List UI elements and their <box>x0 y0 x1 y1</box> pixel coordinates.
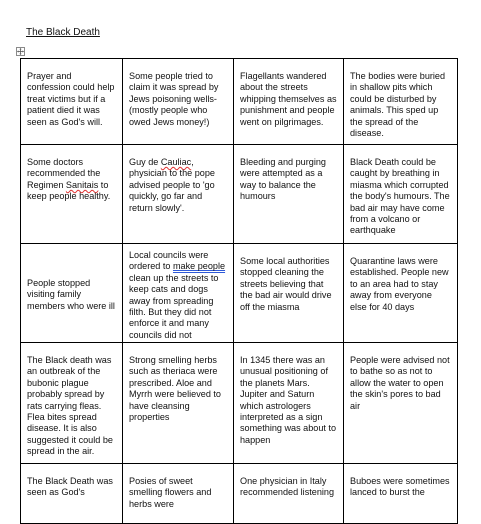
spelling-error-word: Cauliac <box>160 157 192 167</box>
table-cell[interactable]: Some local authorities stopped cleaning the streets believing that the bad air would drive off the miasma <box>234 244 344 343</box>
grammar-suggestion-phrase: make people <box>172 261 226 272</box>
document-title: The Black Death <box>26 27 100 38</box>
cell-text: , physician to the pope advised people to 'go quickly, go far and return slowly'. <box>129 157 215 213</box>
spelling-error-word: Sanitais <box>65 179 99 190</box>
table-cell[interactable]: The Black death was an outbreak of the bubonic plague probably spread by rats carrying fleas. Flea bites spread disease. It is also suggested it could be spread in the air. <box>21 343 123 464</box>
table-cell[interactable]: People were advised not to bathe so as not to allow the water to open the skin's pores to bad air <box>344 343 458 464</box>
table-cell[interactable] <box>123 244 234 343</box>
table-cell[interactable]: Posies of sweet smelling flowers and herbs were <box>123 464 234 524</box>
table-cell[interactable]: Strong smelling herbs such as theriaca were prescribed. Aloe and Myrrh were believed to have cleansing properties <box>123 343 234 464</box>
table-cell[interactable]: In 1345 there was an unusual positioning of the planets Mars. Jupiter and Saturn which astrologers interpreted as a sign something was about to happen <box>234 343 344 464</box>
table-row <box>21 59 458 145</box>
table-cell[interactable]: Black Death could be caught by breathing in miasma which corrupted the body's humours. The bad air may have come from a volcano or earthquake <box>344 145 458 244</box>
facts-table <box>20 58 458 524</box>
cell-text: Guy de <box>129 157 161 167</box>
table-cell[interactable]: The bodies were buried in shallow pits which could be disturbed by animals. This sped up the spread of the disease. <box>344 59 458 145</box>
table-move-handle-icon[interactable] <box>16 47 25 56</box>
table-cell[interactable]: People stopped visiting family members who were ill <box>21 244 123 343</box>
table-cell[interactable]: One physician in Italy recommended listening <box>234 464 344 524</box>
table-cell[interactable] <box>123 145 234 244</box>
table-cell[interactable]: Prayer and confession could help treat victims but if a patient died it was seen as God's will. <box>21 59 123 145</box>
table-cell[interactable]: Flagellants wandered about the streets whipping themselves as punishment and people went on pilgrimages. <box>234 59 344 145</box>
four-arrows-icon <box>17 48 24 55</box>
table-cell[interactable]: Buboes were sometimes lanced to burst the <box>344 464 458 524</box>
cell-text: clean up the streets to keep cats and dogs away from spreading filth. But they did not enforce it and many councils did not <box>129 272 219 340</box>
table-row <box>21 145 458 244</box>
cell-text: Some doctors recommended the Regimen <box>27 157 101 190</box>
table-cell[interactable]: Some people tried to claim it was spread by Jews poisoning wells- (mostly people who owed Jews money!) <box>123 59 234 145</box>
cell-text: to keep people healthy. <box>27 179 111 202</box>
cell-text: Local councils were ordered to <box>129 250 209 272</box>
table-row <box>21 343 458 464</box>
table-cell[interactable]: Bleeding and purging were attempted as a way to balance the humours <box>234 145 344 244</box>
table-cell[interactable] <box>21 145 123 244</box>
table-row <box>21 464 458 524</box>
table-cell[interactable]: Quarantine laws were established. People new to an area had to stay away from everyone else for 40 days <box>344 244 458 343</box>
table-cell[interactable]: The Black Death was seen as God's <box>21 464 123 524</box>
table-row <box>21 244 458 343</box>
